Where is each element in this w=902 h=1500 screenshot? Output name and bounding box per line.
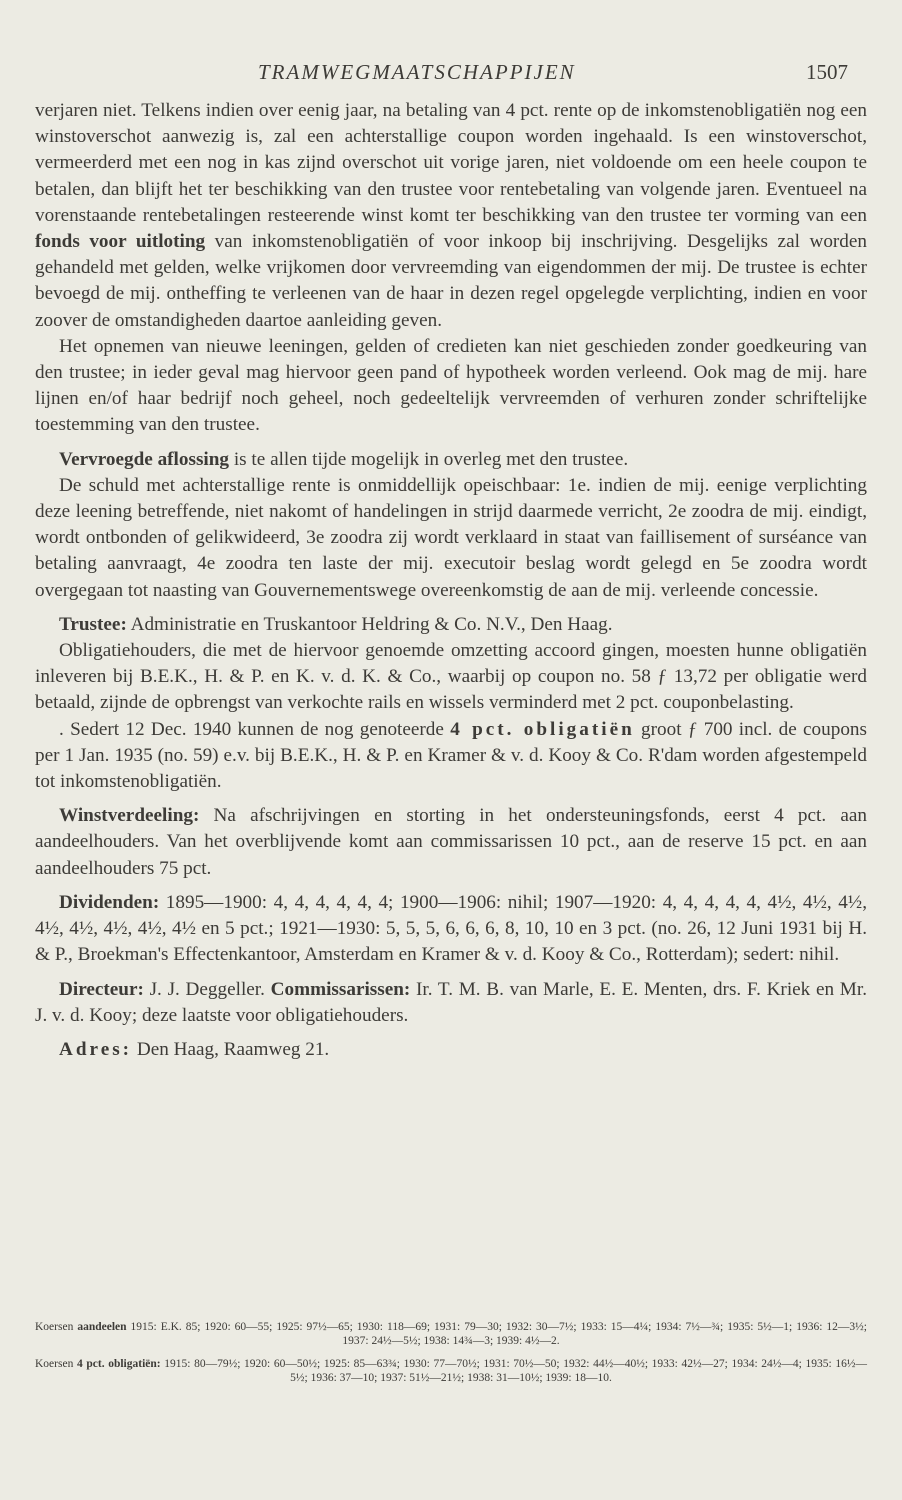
page-number: 1507 xyxy=(806,60,848,84)
section-label: Directeur: xyxy=(59,978,144,1000)
section-label: Winstverdeeling: xyxy=(59,805,200,827)
section-label: Adres: xyxy=(59,1038,133,1060)
running-title: TRAMWEGMAATSCHAPPIJEN xyxy=(258,60,576,84)
section-label: Dividenden: xyxy=(59,891,160,913)
term-obligatien: 4 pct. obligatiën xyxy=(450,718,635,740)
paragraph-winstverdeeling: Winstverdeeling: Na afschrijvingen en storting in het ondersteuningsfonds, eerst 4 pct. aan aandeelhouders. Van het overblijvende komt aan commissarissen 10 pct., aan de reserve 15 pct. en aan aandeelhouders 75 pct. xyxy=(35,805,867,879)
body-text xyxy=(35,98,867,1063)
paragraph-dividenden: Dividenden: 1895—1900: 4, 4, 4, 4, 4, 4; 1900—1906: nihil; 1907—1920: 4, 4, 4, 4, 4, 4½, 4½, 4½, 4½, 4½, 4½, 4½, 4½ en 5 pct.; 1921—1930: 5, 5, 5, 6, 6, 6, 8, 10, 10 en 3 pct. (no. 26, 12 Juni 1931 bij H. & P., Broekman's Effectenkantoor, Amsterdam en Kramer & v. d. Kooy & Co., Rotterdam); sedert: nihil. xyxy=(35,891,867,966)
section-label: Trustee: xyxy=(59,613,127,635)
paragraph-leeningen: Het opnemen van nieuwe leeningen, gelden of credieten kan niet geschieden zonder goedkeuring van den trustee; in ieder geval mag hiervoor geen pand of hypotheek worden verleend. Ook mag de mij. hare lijnen en/of haar bedrijf noch geheel, noch gedeeltelijk vervreemden of verhuren zonder schriftelijke toestemming van den trustee. xyxy=(35,335,867,436)
section-label: Commissarissen: xyxy=(270,978,411,1000)
paragraph-opeischbaar: De schuld met achterstallige rente is onmiddellijk opeischbaar: 1e. indien de mij. eenige verplichting deze leening betreffende, niet nakomt of handelingen in strijd daarmede verricht, 2e zoodra de mij. eindigt, wordt ontbonden of gelikwideerd, 3e zoodra zij wordt verklaard in staat van faillisement of surséance van betaling aanvraagt, 4e zoodra ten laste der mij. executoir beslag wordt gelegd en 5e zoodra wordt overgegaan tot naasting van Gouvernementswege overeenkomstig de aan de mij. verleende concessie. xyxy=(35,474,867,601)
page-header xyxy=(0,60,902,90)
paragraph-obligatiehouders: Obligatiehouders, die met de hiervoor genoemde omzetting accoord gingen, moesten hunne obligatiën inleveren bij B.E.K., H. & P. en K. v. d. K. & Co., waarbij op coupon no. 58 ƒ 13,72 per obligatie werd betaald, zijnde de opbrengst van verkochte rails en wissels verminderd met 2 pct. couponbelasting. xyxy=(35,640,867,714)
term-fonds-voor-uitloting: fonds voor uitloting xyxy=(35,231,206,253)
paragraph-continued: verjaren niet. Telkens indien over eenig jaar, na betaling van 4 pct. rente op de inkomstenobligatiën nog een winstoverschot aanwezig is, zal een achterstallige coupon worden ingehaald. Is een winstoverschot, vermeerderd met een nog in kas zijnd overschot uit vorige jaren, niet voldoende om een heele coupon te betalen, dan blijft het ter beschikking van den trustee voor rentebetaling van volgende jaren. Eventueel na vorenstaande rentebetalingen resteerende winst komt ter beschikking van den trustee ter vorming van een fonds voor uitloting van inkomstenobligatiën of voor inkoop bij inschrijving. Desgelijks zal worden gehandeld met gelden, welke vrijkomen door vervreemding van eigendommen der mij. De trustee is echter bevoegd de mij. ontheffing te verleenen van de haar in dezen regel opgelegde verplichting, indien en voor zoover de omstandigheden daartoe aanleiding geven. xyxy=(35,100,868,331)
koersen-obligatien: Koersen 4 pct. obligatiën: 1915: 80—79½; 1920: 60—50½; 1925: 85—63¾; 1930: 77—70½; 1931: 70½—50; 1932: 44½—40½; 1933: 42½—27; 1934: 24½—4; 1935: 16½—5½; 1936: 37—10; 1937: 51½—21½; 1938: 31—10½; 1939: 18—10. xyxy=(35,1358,867,1384)
paragraph-afstempeling: . Sedert 12 Dec. 1940 kunnen de nog genoteerde 4 pct. obligatiën groot ƒ 700 incl. de coupons per 1 Jan. 1935 (no. 59) e.v. bij B.E.K., H. & P. en Kramer & v. d. Kooy & Co. R'dam worden afgestempeld tot inkomstenobligatiën. xyxy=(35,718,867,793)
paragraph-directeur: Directeur: J. J. Deggeller. Commissarissen: Ir. T. M. B. van Marle, E. E. Menten, drs. F. Kriek en Mr. J. v. d. Kooy; deze laatste voor obligatiehouders. xyxy=(35,978,867,1026)
paragraph-adres: Adres: Den Haag, Raamweg 21. xyxy=(59,1038,330,1060)
section-label: Vervroegde aflossing xyxy=(59,448,230,470)
paragraph-trustee: Trustee: Administratie en Truskantoor Heldring & Co. N.V., Den Haag. xyxy=(59,613,613,635)
price-quotations xyxy=(35,1321,867,1395)
koersen-aandeelen: Koersen aandeelen 1915: E.K. 85; 1920: 60—55; 1925: 97½—65; 1930: 118—69; 1931: 79—30; 1932: 30—7½; 1933: 15—4¼; 1934: 7½—¾; 1935: 5½—1; 1936: 12—3½; 1937: 24½—5½; 1938: 14¾—3; 1939: 4½—2. xyxy=(35,1321,867,1347)
paragraph-vervroegde-aflossing: Vervroegde aflossing is te allen tijde mogelijk in overleg met den trustee. xyxy=(59,448,629,470)
